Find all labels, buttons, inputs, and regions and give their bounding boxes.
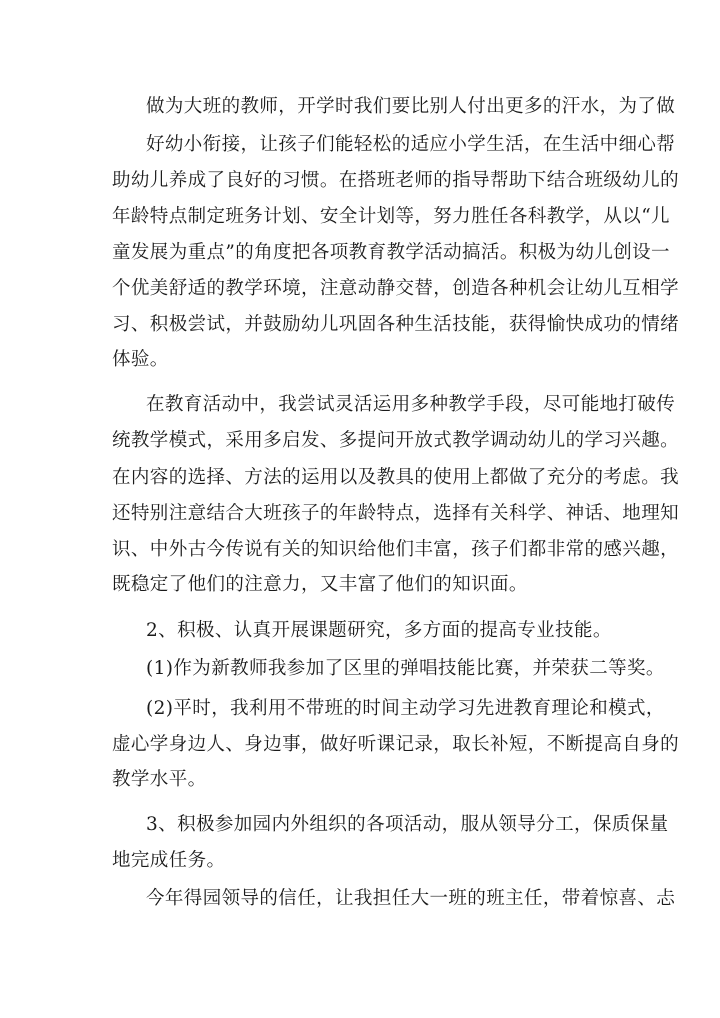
paragraph-2-line-5: 识、中外古今传说有关的知识给他们丰富，孩子们都非常的感兴趣， bbox=[112, 539, 680, 560]
paragraph-1-line-5: 童发展为重点”的角度把各项教育教学活动搞活。积极为幼儿创设一 bbox=[112, 242, 670, 263]
subitem-2-line-3: 教学水平。 bbox=[112, 769, 207, 790]
paragraph-2-line-1: 在教育活动中，我尝试灵活运用多种教学手段，尽可能地打破传 bbox=[146, 394, 676, 415]
paragraph-2-line-3: 在内容的选择、方法的运用以及教具的使用上都做了充分的考虑。我 bbox=[112, 467, 680, 488]
paragraph-2-line-4: 还特别注意结合大班孩子的年龄特点，选择有关科学、神话、地理知 bbox=[112, 503, 680, 524]
paragraph-1-line-4: 年龄特点制定班务计划、安全计划等，努力胜任各科教学，从以“儿 bbox=[112, 206, 670, 227]
paragraph-1-line-7: 习、积极尝试，并鼓励幼儿巩固各种生活技能，获得愉快成功的情绪 bbox=[112, 314, 680, 335]
paragraph-1-line-6: 个优美舒适的教学环境，注意动静交替，创造各种机会让幼儿互相学 bbox=[112, 278, 680, 299]
paragraph-2-line-6: 既稳定了他们的注意力，又丰富了他们的知识面。 bbox=[112, 574, 528, 595]
paragraph-2-line-2: 统教学模式，采用多启发、多提问开放式教学调动幼儿的学习兴趣。 bbox=[112, 430, 680, 451]
item-2-line-1: 2、积极、认真开展课题研究，多方面的提高专业技能。 bbox=[146, 620, 612, 641]
subitem-2-line-2: 虚心学身边人、身边事，做好听课记录，取长补短，不断提高自身的 bbox=[112, 734, 680, 755]
paragraph-last-line-1: 今年得园领导的信任，让我担任大一班的班主任，带着惊喜、忐 bbox=[146, 888, 676, 909]
paragraph-1-line-8: 体验。 bbox=[112, 349, 169, 370]
item-3-line-1: 3、积极参加园内外组织的各项活动，服从领导分工，保质保量 bbox=[146, 814, 669, 835]
paragraph-1-line-1: 做为大班的教师，开学时我们要比别人付出更多的汗水，为了做 bbox=[146, 96, 676, 117]
paragraph-1-line-3: 助幼儿养成了良好的习惯。在搭班老师的指导帮助下结合班级幼儿的 bbox=[112, 170, 680, 191]
item-3-line-2: 地完成任务。 bbox=[112, 850, 226, 871]
subitem-1-line-1: (1)作为新教师我参加了区里的弹唱技能比赛，并荣获二等奖。 bbox=[146, 658, 665, 679]
subitem-2-line-1: (2)平时，我利用不带班的时间主动学习先进教育理论和模式， bbox=[146, 698, 665, 719]
paragraph-1-line-2: 好幼小衔接，让孩子们能轻松的适应小学生活，在生活中细心帮 bbox=[146, 134, 676, 155]
